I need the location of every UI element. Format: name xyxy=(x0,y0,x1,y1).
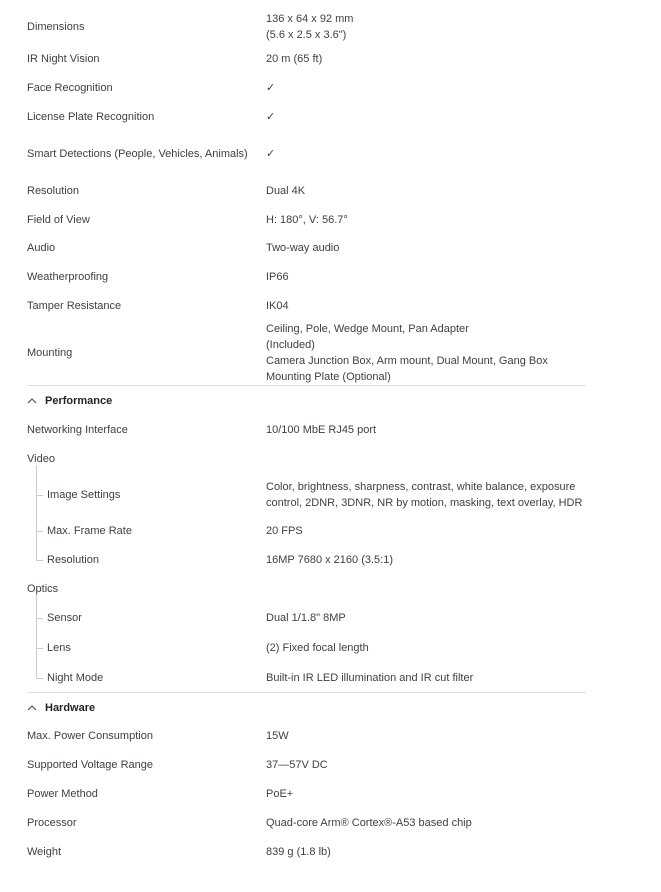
spec-value-line: 20 m (65 ft) xyxy=(266,52,323,65)
spec-label: Optics xyxy=(27,582,59,595)
spec-row-image-settings xyxy=(27,473,586,516)
spec-label: Supported Voltage Range xyxy=(27,758,153,771)
spec-value xyxy=(266,844,586,860)
spec-value-line: 16MP 7680 x 2160 (3.5:1) xyxy=(266,553,393,566)
spec-value-line: (5.6 x 2.5 x 3.6") xyxy=(266,29,347,41)
spec-value xyxy=(266,640,586,656)
spec-label: Field of View xyxy=(27,213,90,226)
spec-label: Image Settings xyxy=(47,488,121,501)
spec-row-smart-detections-people-vehicles-animals xyxy=(27,131,586,176)
spec-value-line: Dual 4K xyxy=(266,184,306,197)
spec-row-audio xyxy=(27,234,586,262)
spec-value-line: IP66 xyxy=(266,270,289,283)
spec-label: Lens xyxy=(47,641,71,654)
spec-label: Weatherproofing xyxy=(27,270,109,283)
spec-row-video xyxy=(27,444,586,473)
spec-label: Tamper Resistance xyxy=(27,299,122,312)
spec-value xyxy=(266,298,586,314)
spec-label: IR Night Vision xyxy=(27,52,100,65)
spec-value-line: (Included) xyxy=(266,338,315,351)
spec-row-processor xyxy=(27,808,586,837)
spec-value xyxy=(266,552,586,568)
section-header-performance[interactable] xyxy=(27,385,586,415)
spec-label: Resolution xyxy=(27,184,79,197)
spec-label: License Plate Recognition xyxy=(27,110,155,123)
spec-value xyxy=(266,815,586,831)
spec-label: Sensor xyxy=(47,611,82,624)
spec-value xyxy=(266,479,586,511)
spec-value xyxy=(266,321,586,385)
spec-label: Networking Interface xyxy=(27,423,128,436)
spec-label: Audio xyxy=(27,242,56,254)
spec-label: Face Recognition xyxy=(27,81,113,94)
spec-value-line: 839 g (1.8 lb) xyxy=(266,845,331,858)
tree-connector xyxy=(36,678,43,679)
spec-value xyxy=(266,728,586,744)
spec-row-weight xyxy=(27,837,586,866)
spec-value-line: ✓ xyxy=(266,81,276,94)
spec-value-line: ✓ xyxy=(266,110,276,123)
spec-label: Processor xyxy=(27,816,77,829)
spec-value xyxy=(266,146,586,162)
spec-value xyxy=(266,786,586,802)
spec-label: Dimensions xyxy=(27,21,85,33)
spec-row-mounting xyxy=(27,320,586,385)
spec-row-power-method xyxy=(27,779,586,808)
spec-label: Smart Detections (People, Vehicles, Animals) xyxy=(27,147,248,160)
spec-value xyxy=(266,109,586,125)
spec-value-line: PoE+ xyxy=(266,787,294,800)
section-title: Hardware xyxy=(45,701,96,714)
spec-row-ir-night-vision xyxy=(27,44,586,73)
spec-label: Power Method xyxy=(27,787,98,800)
spec-value xyxy=(266,212,586,228)
spec-label: Weight xyxy=(27,845,62,858)
tree-connector xyxy=(36,560,43,561)
spec-value-line: IK04 xyxy=(266,299,289,312)
chevron-up-icon[interactable] xyxy=(27,398,45,404)
spec-row-supported-voltage-range xyxy=(27,750,586,779)
spec-row-lens xyxy=(27,632,586,663)
spec-value-line: Mounting Plate (Optional) xyxy=(266,370,391,383)
spec-value-line: Camera Junction Box, Arm mount, Dual Mount, Gang Box xyxy=(266,354,548,367)
tree-connector xyxy=(36,531,43,532)
spec-value-line: Built-in IR LED illumination and IR cut filter xyxy=(266,671,474,684)
spec-value-line: 10/100 MbE RJ45 port xyxy=(266,423,377,436)
spec-row-max-frame-rate xyxy=(27,516,586,545)
spec-table xyxy=(27,10,586,866)
tree-line xyxy=(36,595,37,678)
spec-value xyxy=(266,269,586,285)
spec-value xyxy=(266,422,586,438)
spec-row-tamper-resistance xyxy=(27,291,586,320)
spec-value xyxy=(266,240,586,256)
spec-value-line: 37—57V DC xyxy=(266,758,328,771)
spec-value-line: Color, brightness, sharpness, contrast, white balance, exposure xyxy=(266,480,576,493)
spec-label: Resolution xyxy=(47,553,99,566)
spec-value xyxy=(266,670,586,686)
section-title: Performance xyxy=(45,394,113,407)
spec-value-line: 15W xyxy=(266,730,289,742)
spec-value-line: ✓ xyxy=(266,147,276,160)
spec-value xyxy=(266,183,586,199)
spec-row-dimensions xyxy=(27,10,586,44)
spec-row-sensor xyxy=(27,603,586,632)
spec-value xyxy=(266,51,586,67)
spec-row-networking-interface xyxy=(27,415,586,444)
spec-label: Max. Frame Rate xyxy=(47,524,132,537)
spec-value-line: control, 2DNR, 3DNR, NR by motion, masking, text overlay, HDR xyxy=(266,496,583,509)
spec-row-face-recognition xyxy=(27,73,586,102)
spec-value-line: H: 180°, V: 56.7° xyxy=(266,213,348,226)
section-header-hardware[interactable] xyxy=(27,692,586,722)
spec-label: Mounting xyxy=(27,346,73,359)
spec-row-field-of-view xyxy=(27,205,586,234)
spec-value xyxy=(266,80,586,96)
spec-row-license-plate-recognition xyxy=(27,102,586,131)
tree-connector xyxy=(36,618,43,619)
spec-value-line: Two-way audio xyxy=(266,242,340,254)
spec-row-resolution xyxy=(27,176,586,205)
spec-value xyxy=(266,523,586,539)
tree-line xyxy=(36,465,37,560)
spec-row-max-power-consumption xyxy=(27,722,586,750)
spec-value xyxy=(266,757,586,773)
chevron-up-icon[interactable] xyxy=(27,705,45,711)
spec-row-night-mode xyxy=(27,663,586,692)
spec-value-line: Ceiling, Pole, Wedge Mount, Pan Adapter xyxy=(266,322,469,335)
spec-value-line: 20 FPS xyxy=(266,524,303,537)
spec-value-line: 136 x 64 x 92 mm xyxy=(266,13,354,25)
spec-label: Max. Power Consumption xyxy=(27,730,153,742)
tree-connector xyxy=(36,648,43,649)
spec-label: Video xyxy=(27,452,55,465)
spec-value-line: (2) Fixed focal length xyxy=(266,641,369,654)
spec-value-line: Dual 1/1.8" 8MP xyxy=(266,611,346,624)
spec-value-line: Quad-core Arm® Cortex®-A53 based chip xyxy=(266,816,472,829)
spec-row-optics xyxy=(27,574,586,603)
spec-row-resolution xyxy=(27,545,586,574)
spec-value xyxy=(266,610,586,626)
spec-value xyxy=(266,11,586,43)
spec-label: Night Mode xyxy=(47,671,104,684)
spec-row-weatherproofing xyxy=(27,262,586,291)
tree-connector xyxy=(36,495,43,496)
